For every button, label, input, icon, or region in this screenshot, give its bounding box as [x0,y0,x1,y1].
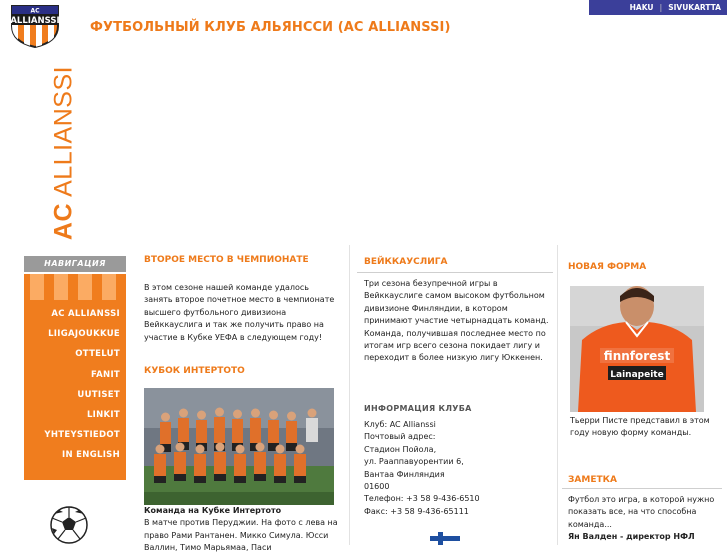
nav-header: НАВИГАЦИЯ [24,256,126,272]
nav-decor-block [102,274,116,300]
team-photo[interactable] [144,388,334,505]
nav-item-linkit[interactable]: LINKIT [86,409,120,420]
svg-text:finnforest: finnforest [603,349,671,363]
nav-decor-block [54,274,68,300]
svg-text:AC: AC [30,7,40,15]
ac-allianssi-logo[interactable] [8,2,62,48]
nav-item-ac-allianssi[interactable]: AC ALLIANSSI [51,309,120,319]
svg-text:ALLIANSSI: ALLIANSSI [10,16,60,26]
nav-decor-block [30,274,44,300]
new-kit-photo[interactable] [570,286,704,412]
football-icon[interactable] [50,506,88,544]
section-title-note: ЗАМЕТКА [568,475,617,485]
column-divider [557,245,558,545]
top-links-bar [589,0,727,15]
note-text: Футбол это игра, в которой нужно показать все, на что способна команда... [568,495,715,529]
page-title: ФУТБОЛЬНЫЙ КЛУБ АЛЬЯНССИ (AC ALLIANSSI) [90,20,451,35]
veikkausliiga-text: Три сезона безупречной игры в Вейккауслиге самом высоком футбольном дивизионе Финляндии, в котором принимают участие четырнадцать команд. Команда, получившая последнее место по итогам игр всего сезона покидает лигу и переходит в более низкую лигу Юккенен. [364,279,549,363]
section-title-second-place: ВТОРОЕ МЕСТО В ЧЕМПИОНАТЕ [144,255,309,265]
navigation-menu [24,274,126,480]
nav-item-fanit[interactable]: FANIT [91,369,120,380]
vertical-club-logo-text [46,65,82,241]
new-kit-text: Тьерри Писте представил в этом году новую форму команды. [570,416,710,438]
nav-item-yhteystiedot[interactable]: YHTEYSTIEDOT [44,430,120,441]
svg-text:Lainapeite: Lainapeite [610,370,664,380]
caption-title: Команда на Кубке Интертото [144,506,282,515]
club-info [364,419,550,518]
top-links-separator: | [659,3,663,12]
club-info-line: Почтовый адрес: [364,432,436,442]
club-info-line: Стадион Пойола, [364,444,437,454]
note-text-block [568,494,722,544]
section-title-intertoto: КУБОК ИНТЕРТОТО [144,366,245,376]
club-info-line: Вантаа Финляндия [364,469,445,479]
vertical-logo-ac: AC [49,202,78,241]
veikkausliiga-header [357,252,553,273]
nav-decor-block [78,274,92,300]
section-title-veikkausliiga: ВЕЙККАУСЛИГА [364,257,448,267]
club-info-line: Факс: +3 58 9-436-65111 [364,506,469,516]
section-title-club-info: ИНФОРМАЦИЯ КЛУБА [364,404,472,413]
finland-flag-icon[interactable] [430,532,460,545]
club-info-line: ул. Рааппавуорентии 6, [364,457,464,467]
club-info-line: Телефон: +3 58 9-436-6510 [364,494,480,504]
caption-text: В матче против Перуджии. На фото с лева на право Рами Рантанен. Микко Симула. Юсси Валлин, Тимо Марьямаа, Паси [144,518,338,553]
note-header [562,470,722,489]
vertical-logo-name: ALLIANSSI [49,65,78,197]
team-photo-caption [144,505,344,555]
club-info-line: Клуб: AC Allianssi [364,420,436,429]
sitemap-link[interactable]: SIVUKARTTA [668,3,721,12]
nav-item-uutiset[interactable]: UUTISET [77,389,120,400]
nav-item-liigajoukkue[interactable]: LIIGAJOUKKUE [48,329,120,340]
nav-item-ottelut[interactable]: OTTELUT [75,349,120,360]
club-info-line: 01600 [364,482,390,492]
note-signature: Ян Валден - директор НФЛ [568,532,695,542]
column-divider [349,245,350,545]
section-title-new-kit: НОВАЯ ФОРМА [568,262,647,272]
search-link[interactable]: HAKU [629,3,654,12]
second-place-text: В этом сезоне нашей команде удалось занять второе почетное место в чемпионате высшего футбольного дивизиона Вейккауслига и так же получить право на участие в Кубке УЕФА в следующем году! [144,283,335,342]
nav-item-in-english[interactable]: IN ENGLISH [62,450,120,461]
